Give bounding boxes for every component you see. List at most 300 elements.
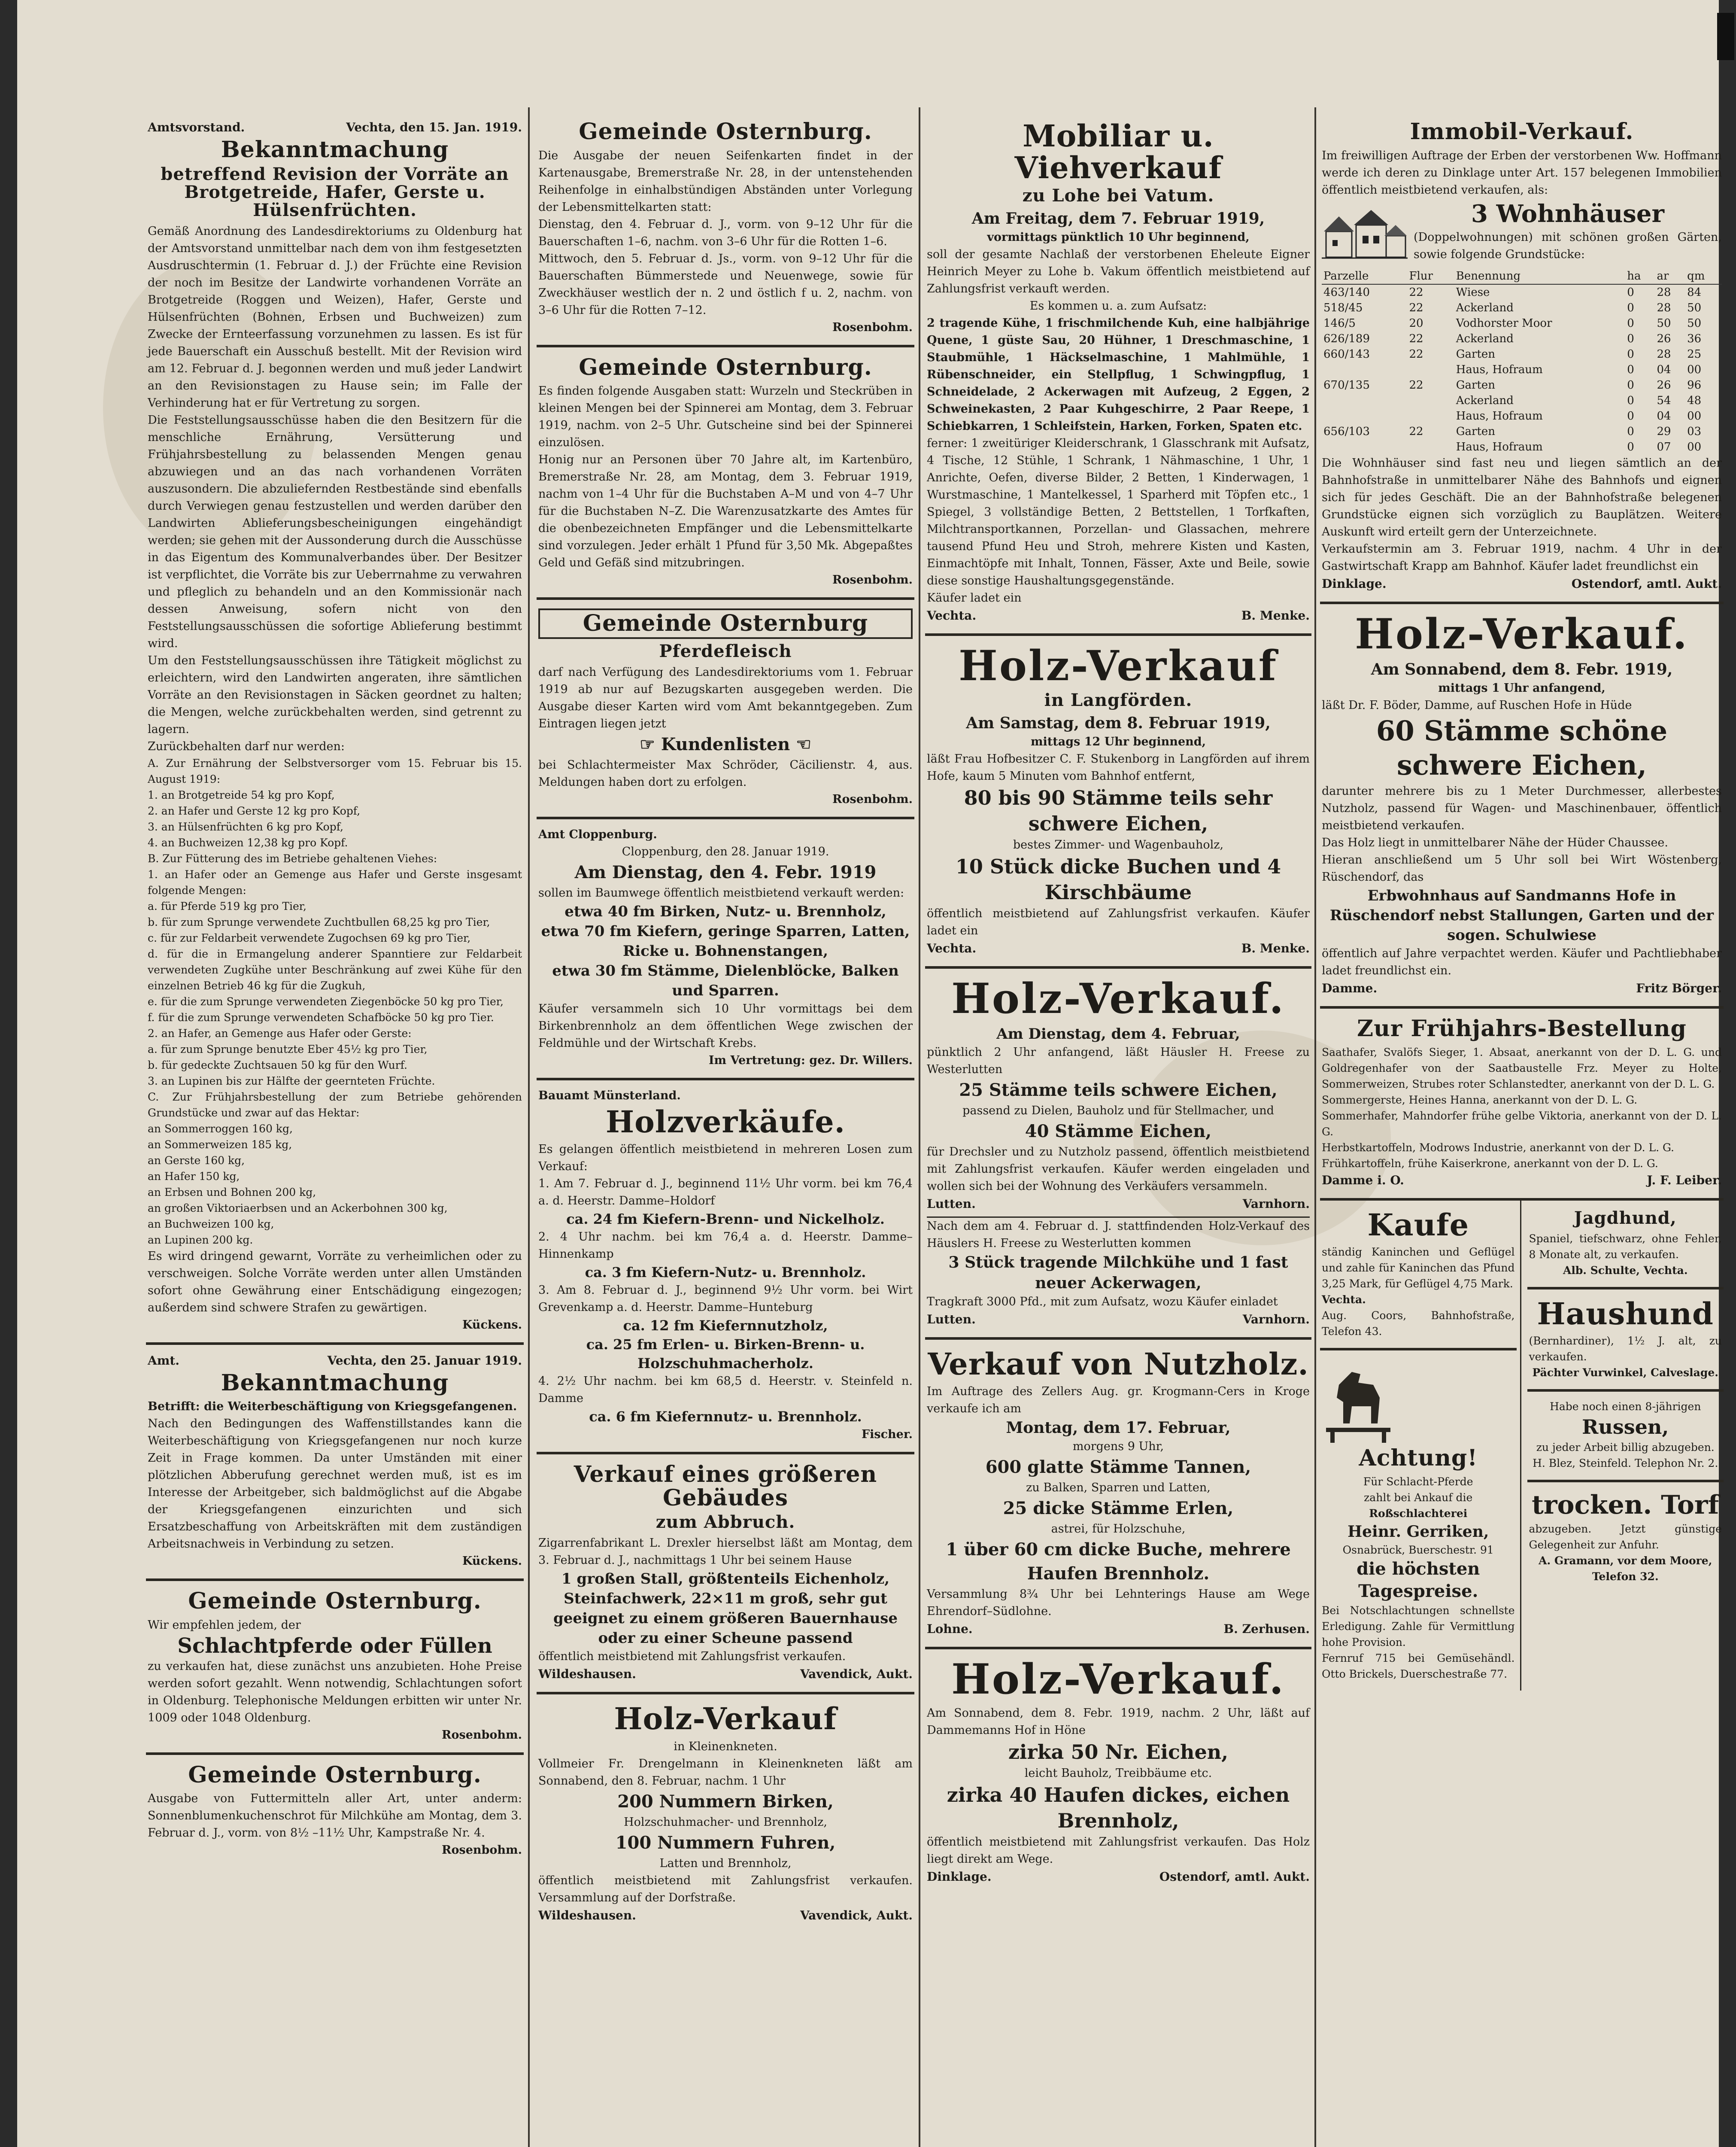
paragraph: öffentlich meistbietend mit Zahlungsfrist verkaufen. Versammlung auf der Dorfstraße. [538, 1873, 913, 1904]
list-item: 2. an Hafer, an Gemenge aus Hafer oder Gerste: [148, 1027, 412, 1040]
ad-title: Holzverkäufe. [605, 1104, 846, 1140]
table-cell: 146/5 [1323, 316, 1356, 330]
lot-item: etwa 40 fm Birken, Nutz- u. Brennholz, [565, 903, 886, 920]
table-cell: 03 [1687, 425, 1702, 438]
table-cell [1322, 362, 1408, 377]
table-row [1322, 377, 1722, 393]
list-item: A. Zur Ernährung der Selbstversorger vom 15. Februar bis 15. August 1919: [148, 757, 522, 785]
column-header: Parzelle [1322, 268, 1408, 284]
headline-text: 10 Stück dicke Buchen und 4 Kirschbäume [955, 855, 1281, 904]
table-cell: 0 [1627, 409, 1634, 423]
page-edge-marker [1717, 13, 1734, 60]
table-cell: Garten [1456, 378, 1496, 392]
date-line: Cloppenburg, den 28. Januar 1919. [622, 845, 829, 858]
table-row [1322, 284, 1722, 300]
ad-title: Gemeinde Osternburg [538, 608, 913, 639]
table-cell: 0 [1627, 332, 1634, 345]
table-row [1322, 439, 1722, 455]
ad-title: Jagdhund, [1574, 1207, 1677, 1228]
table-cell [1408, 408, 1454, 424]
signature-row [1322, 575, 1722, 593]
lot-item: ca. 25 fm Erlen- u. Birken-Brenn- u. Holzschuhmacherholz. [586, 1336, 865, 1372]
table-cell: 28 [1657, 301, 1671, 314]
signature: Kückens. [462, 1318, 522, 1332]
place: Vechta. [1322, 1293, 1366, 1306]
signature: Varnhorn. [1242, 1196, 1310, 1211]
headline-text: 40 Stämme Eichen, [1025, 1121, 1212, 1141]
signature: Kückens. [462, 1554, 522, 1568]
paragraph: Im Auftrage des Zellers Aug. gr. Krogmann-Cers in Kroge verkaufe ich am [927, 1385, 1310, 1416]
headline-text: 25 dicke Stämme Erlen, [1003, 1498, 1234, 1519]
table-cell: 25 [1687, 347, 1702, 361]
table-cell: 20 [1409, 316, 1423, 330]
table-cell: 670/135 [1323, 378, 1370, 392]
ad-jagdhund [1527, 1201, 1724, 1289]
table-cell: 660/143 [1323, 347, 1370, 361]
place: Lutten. [927, 1196, 976, 1211]
table-cell: 656/103 [1323, 425, 1370, 438]
table-cell: 50 [1687, 316, 1702, 330]
ad-gebaeude [537, 1454, 914, 1694]
paragraph: soll der gesamte Nachlaß der verstorbenen Eheleute Eigner Heinrich Meyer zu Lohe b. Vakum öffentlich meistbietend auf Zahlungsfrist verkauft werden. [927, 248, 1310, 295]
ad-fruehjahr [1320, 1009, 1724, 1201]
ad-schlachtpferde [146, 1581, 524, 1755]
column-rule [528, 107, 530, 2147]
small-ads-right [1527, 1201, 1724, 1691]
ad-title: Verkauf eines größeren Gebäudes [574, 1461, 877, 1511]
table-cell: 0 [1627, 316, 1634, 330]
ad-subtitle: zum Abbruch. [656, 1512, 795, 1533]
ad-holz-cloppenburg [537, 819, 914, 1080]
signature: Vavendick, Aukt. [800, 1667, 913, 1682]
signature-row [927, 607, 1310, 625]
ad-title: Gemeinde Osternburg. [579, 119, 872, 145]
ad-title: Verkauf von Nutzholz. [928, 1346, 1309, 1382]
signature: Rosenbohm. [442, 1843, 522, 1857]
date-line: Am Dienstag, dem 4. Februar, [996, 1025, 1240, 1043]
table-cell: 0 [1627, 347, 1634, 361]
table-cell: Ackerland [1456, 394, 1514, 407]
table-row [1322, 347, 1722, 362]
paragraph: Gemäß Anordnung des Landesdirektoriums zu Oldenburg hat der Amtsvorstand unmittelbar nach dem von ihm festgesetzten Ausdruschtermin (1. Februar d. J.) der Früchte eine Revision der noch im Besitze der Landwirte vorhandenen Vorräte an Brotgetreide (Roggen und Weizen), Hafer, Gerste und Hülsenfrüchten (Bohnen, Erbsen und Buchweizen) zum Zwecke der Ernteerfassung vorzunehmen zu lassen. Es ist für jede Bauerschaft ein Ausschuß bestellt. Mit der Revision wird am 12. Februar d. J. begonnen werden und muß jeder Landwirt an den Revisionstagen zu Hause sein; im Falle der Verhinderung hat er für Vertretung zu sorgen. [148, 224, 522, 410]
ad-holz-langfoerden [925, 636, 1311, 969]
paragraph: Am Sonnabend, dem 8. Febr. 1919, nachm. 2 Uhr, läßt auf Dammemanns Hof in Höne [927, 1706, 1310, 1737]
small-ads-row [1320, 1201, 1724, 1691]
authority: Bauamt Münsterland. [538, 1089, 681, 1102]
signature-row [927, 1311, 1310, 1329]
table-cell: Ackerland [1456, 332, 1514, 345]
signature-row [927, 940, 1310, 958]
signature: H. Blez, Steinfeld. Telephon Nr. 2. [1533, 1457, 1718, 1470]
notice-prisoners [146, 1345, 524, 1581]
signature: Im Vertretung: gez. Dr. Willers. [708, 1053, 913, 1067]
list-item: an Gerste 160 kg, [148, 1154, 245, 1167]
ad-nutzholz [925, 1340, 1311, 1650]
parcel-table-body [1322, 284, 1722, 455]
ad-subtitle: in Langförden. [1044, 690, 1193, 710]
table-row [1322, 393, 1722, 408]
table-cell: 0 [1627, 286, 1634, 299]
headline-label: Kundenlisten [661, 734, 790, 754]
paragraph: für Drechsler und zu Nutzholz passend, öffentlich meistbietend mit Zahlungsfrist verkaufen. Käufer werden eingeladen und wollen sich bei der Wohnung des Verkäufers versammeln. [927, 1145, 1310, 1193]
signature: Rosenbohm. [832, 792, 913, 806]
ad-immobil [1320, 112, 1724, 604]
small-ads-left [1320, 1201, 1521, 1691]
table-cell: 0 [1627, 363, 1634, 376]
table-cell: 96 [1687, 378, 1702, 392]
place: Wildeshausen. [538, 1908, 636, 1922]
paragraph: ständig Kaninchen und Geflügel und zahle für Kaninchen das Pfund 3,25 Mark, für Geflügel 4,75 Mark. [1322, 1246, 1515, 1290]
table-row [1322, 331, 1722, 347]
paragraph: Es wird dringend gewarnt, Vorräte zu verheimlichen oder zu verschweigen. Solche Vorräte werden unter allen Umständen sofort ohne Gewährung einer Entschädigung eingezogen; außerdem sind schwere Strafen zu gewärtigen. [148, 1249, 522, 1314]
column-rule [1314, 107, 1316, 2147]
paragraph: abzugeben. Jetzt günstige Gelegenheit zur Anfuhr. [1529, 1523, 1722, 1551]
ad-futtermittel [146, 1755, 524, 1868]
paragraph: läßt Dr. F. Böder, Damme, auf Ruschen Hofe in Hüde [1322, 699, 1632, 712]
table-cell: 50 [1657, 316, 1671, 330]
paragraph: Um den Feststellungsausschüssen ihre Tätigkeit möglichst zu erleichtern, wird den Landwirten angeraten, ihre sämtlichen Vorräte an den Revisionstagen in Säcken geordnet zu halten; die Mengen, welche zurückbehalten werden, sind getrennt zu lagern. [148, 654, 522, 736]
signature: Varnhorn. [1242, 1312, 1310, 1326]
signature: A. Gramann, vor dem Moore, Telefon 32. [1539, 1554, 1712, 1583]
ad-title: Holz-Verkauf. [951, 974, 1285, 1023]
headline-text [538, 733, 913, 757]
table-cell: Ackerland [1456, 301, 1514, 314]
list-item: an großen Viktoriaerbsen und an Ackerbohnen 300 kg, [148, 1201, 448, 1214]
notice-pferdefleisch [537, 600, 914, 819]
lot-item: Holzschuhmacher- und Brennholz, [624, 1815, 827, 1829]
notice-header [148, 119, 522, 137]
list-item: 4. an Buchweizen 12,38 kg pro Kopf. [148, 836, 348, 849]
list-item: Mittwoch, den 5. Februar d. Js., vorm. von 9–12 Uhr für die Bauerschaften Bümmerstede und Neuenwege, sowie für Zweckhäuser westlich der n. 2 und östlich f u. 2, nachm. von 3–6 Uhr für die Rotten 7–12. [538, 252, 913, 317]
time-line: mittags 12 Uhr beginnend, [1030, 735, 1206, 748]
place: Lutten. [927, 1312, 976, 1326]
table-cell: Vodhorster Moor [1456, 316, 1552, 330]
paragraph: Fernruf 715 bei Gemüsehändl. Otto Brickels, Duerschestraße 77. [1322, 1652, 1515, 1681]
paragraph: leicht Bauholz, Treibbäume etc. [1024, 1766, 1212, 1780]
lot-item: etwa 70 fm Kiefern, geringe Sparren, Latten, Ricke u. Bohnenstangen, [541, 922, 910, 960]
paragraph: Für Schlacht-Pferde [1363, 1475, 1473, 1488]
table-cell: 54 [1657, 394, 1671, 407]
headline-text: 80 bis 90 Stämme teils sehr schwere Eichen, [964, 786, 1273, 835]
place: Vechta. [927, 608, 977, 623]
list-item: Dienstag, den 4. Februar d. J., vorm. von 9–12 Uhr für die Bauerschaften 1–6, nachm. von 3–6 Uhr für die Rotten 1–6. [538, 217, 913, 248]
place: Damme i. O. [1322, 1173, 1404, 1187]
table-row [1322, 408, 1722, 424]
paragraph: Es kommen u. a. zum Aufsatz: [1029, 299, 1207, 313]
paragraph: Nach dem am 4. Februar d. J. stattfindenden Holz-Verkauf des Häuslers H. Freese zu Westerlutten kommen [927, 1216, 1310, 1252]
table-cell: 28 [1657, 347, 1671, 361]
ad-title: Holz-Verkauf. [951, 1655, 1285, 1704]
list-item: 1. an Brotgetreide 54 kg pro Kopf, [148, 788, 335, 801]
headline-text: zirka 40 Haufen dickes, eichen Brennholz, [947, 1783, 1290, 1832]
signature-row [1322, 979, 1722, 997]
table-row [1322, 316, 1722, 331]
ad-title: Haushund [1537, 1295, 1714, 1332]
paragraph: ferner: 1 zweitüriger Kleiderschrank, 1 Glasschrank mit Aufsatz, 4 Tische, 12 Stühle, 1 Schrank, 1 Nähmaschine, 1 Uhr, 1 Anrichte, Oefen, diverse Bilder, 2 Betten, 1 Kinderwagen, 1 Wurstmaschine, 1 Mantelkessel, 1 Sparherd mit Töpfen etc., 1 Spiegel, 3 vollständige Betten, 2 Bettstellen, 1 Torfkaften, Milchtransportkannen, Porzellan- und Glassachen, mehrere tausend Pfund Heu und Stroh, mehrere Kisten und Kasten, Einmachtöpfe mit Inhalt, Tonnen, Fässer, Axte und Beile, sowie diese sonstige Haushaltungsgegenstände. [927, 437, 1310, 587]
paragraph: Wir empfehlen jedem, der [148, 1618, 301, 1632]
paragraph: darf nach Verfügung des Landesdirektoriums vom 1. Februar 1919 ab nur auf Bezugskarten ausgegeben werden. Die Ausgabe dieser Karten wird vom Amt bekanntgegeben. Zum Eintragen liegen jetzt [538, 665, 913, 730]
ad-title: Achtung! [1359, 1445, 1478, 1472]
list-item: b. für gedeckte Zuchtsauen 50 kg für den Wurf. [148, 1058, 407, 1071]
signature-row [538, 1665, 913, 1683]
list-item: b. für zum Sprunge verwendete Zuchtbullen 68,25 kg pro Tier, [148, 915, 490, 928]
ad-holz-hoene [925, 1649, 1311, 1895]
headline-text: 25 Stämme teils schwere Eichen, [959, 1080, 1278, 1100]
paragraph: öffentlich meistbietend mit Zahlungsfrist verkaufen. [538, 1650, 846, 1663]
ad-title: Holz-Verkauf. [1355, 609, 1689, 658]
table-cell: 0 [1627, 301, 1634, 314]
date-line: Am Freitag, dem 7. Februar 1919, [971, 210, 1265, 228]
paragraph: Saathafer, Svalöfs Sieger, 1. Absaat, anerkannt von der D. L. G. und Goldregenhafer von der Saatbaustelle Frz. Meyer zu Holte, Sommerweizen, Strubes roter Schlanstedter, anerkannt von der D. L. G. [1322, 1046, 1722, 1090]
list-item: B. Zur Fütterung des im Betriebe gehaltenen Viehes: [148, 852, 437, 865]
table-row [1322, 424, 1722, 439]
place: Wildeshausen. [538, 1667, 636, 1682]
list-intro: Zurückbehalten darf nur werden: [148, 739, 345, 753]
lot-item: ca. 6 fm Kiefernnutz- u. Brennholz. [589, 1408, 862, 1425]
column-4 [1320, 112, 1724, 2147]
paragraph: zu jeder Arbeit billig abzugeben. [1536, 1441, 1715, 1454]
column-header: qm [1685, 268, 1722, 284]
list-item: an Erbsen und Bohnen 200 kg, [148, 1186, 316, 1198]
headline-text: die höchsten Tagespreise. [1357, 1559, 1480, 1602]
paragraph: Die Wohnhäuser sind fast neu und liegen sämtlich an der Bahnhofstraße in unmittelbarer Nähe des Bahnhofs und eignen sich für jedes Geschäft. Die an der Bahnhofstraße belegenen Grundstücke eignen sich vorzüglich zu Bauplätzen. Weitere Auskunft wird erteilt gern der Unterzeichnete. [1322, 456, 1722, 538]
signature: Fritz Börger. [1636, 981, 1722, 996]
table-cell [1322, 439, 1408, 455]
headline-text: 60 Stämme schöne schwere Eichen, [1376, 715, 1668, 782]
ad-holz-huede [1320, 604, 1724, 1009]
table-cell [1408, 439, 1454, 455]
table-cell: Wiese [1456, 286, 1490, 299]
place: Damme. [1322, 981, 1378, 996]
lot-item: 2. 4 Uhr nachm. bei km 76,4 a. d. Heerstr. Damme–Hinnenkamp [538, 1230, 913, 1261]
column-header: ha [1625, 268, 1655, 284]
headline-text: Schlachtpferde oder Füllen [177, 1633, 492, 1658]
table-header-row [1322, 268, 1722, 284]
headline-text: 600 glatte Stämme Tannen, [985, 1457, 1251, 1478]
lot-item: 4. 2½ Uhr nachm. bei km 68,5 d. Heerstr. v. Steinfeld n. Damme [538, 1375, 913, 1405]
headline-text: Heinr. Gerriken, [1348, 1523, 1489, 1541]
paragraph: bestes Zimmer- und Wagenbauholz, [1013, 838, 1224, 852]
signature: Rosenbohm. [832, 320, 913, 334]
ad-subtitle: Pferdefleisch [659, 641, 792, 661]
paragraph: öffentlich meistbietend auf Zahlungsfrist verkaufen. Käufer ladet ein [927, 906, 1310, 937]
table-cell: 0 [1627, 378, 1634, 392]
table-cell: Haus, Hofraum [1456, 363, 1543, 376]
table-cell: 22 [1409, 347, 1423, 361]
paragraph: sollen im Baumwege öffentlich meistbietend verkauft werden: [538, 886, 904, 900]
date-line: Vechta, den 15. Jan. 1919. [346, 120, 522, 134]
table-cell: Garten [1456, 425, 1496, 438]
paragraph: Herbstkartoffeln, Modrows Industrie, anerkannt von der D. L. G. [1322, 1141, 1674, 1154]
table-cell [1322, 393, 1408, 408]
signature: Aug. Coors, Bahnhofstraße, Telefon 43. [1322, 1309, 1515, 1338]
paragraph: Zigarrenfabrikant L. Drexler hierselbst läßt am Montag, dem 3. Februar d. J., nachmittags 1 Uhr bei seinem Hause [538, 1536, 913, 1567]
lot-item: 1. Am 7. Februar d. J., beginnend 11½ Uhr vorm. bei km 76,4 a. d. Heerstr. Damme–Holdorf [538, 1177, 913, 1208]
notice-subtitle: Betrifft: die Weiterbeschäftigung von Kriegsgefangenen. [148, 1400, 517, 1414]
table-cell: 48 [1687, 394, 1702, 407]
paragraph: Hieran anschließend um 5 Uhr soll bei Wirt Wöstenberg, Rüschendorf, das [1322, 853, 1722, 884]
paragraph: läßt Frau Hofbesitzer C. F. Stukenborg in Langförden auf ihrem Hofe, kaum 5 Minuten vom Bahnhof entfernt, [927, 752, 1310, 783]
paragraph: Frühkartoffeln, frühe Kaiserkrone, anerkannt von der D. L. G. [1322, 1157, 1658, 1170]
date-line: Montag, dem 17. Februar, [1006, 1419, 1231, 1437]
ad-holzverkaeufe [537, 1080, 914, 1455]
signature: B. Zerhusen. [1223, 1622, 1310, 1636]
date-line: Vechta, den 25. Januar 1919. [327, 1353, 522, 1368]
lot-item: ca. 24 fm Kiefern-Brenn- und Nickelholz. [566, 1211, 885, 1228]
list-item: d. für die in Ermangelung anderer Spanntiere zur Feldarbeit verwendeten Zugkühe unter Beschränkung auf zwei Kühe für den einzelnen Betrieb 46 kg für die Zugkuh, [148, 947, 522, 992]
table-row [1322, 362, 1722, 377]
signature: Alb. Schulte, Vechta. [1563, 1264, 1688, 1277]
column-header: ar [1655, 268, 1685, 284]
table-cell: 0 [1627, 425, 1634, 438]
table-cell: 0 [1627, 440, 1634, 453]
list-item: 3. an Hülsenfrüchten 6 kg pro Kopf, [148, 820, 343, 833]
column-rule [919, 107, 920, 2147]
table-cell: 626/189 [1323, 332, 1370, 345]
paragraph: öffentlich auf Jahre verpachtet werden. Käufer und Pachtliebhaber ladet freundlichst ein. [1322, 947, 1722, 978]
paragraph: Käufer ladet ein [927, 591, 1022, 605]
lot-item: 100 Nummern Fuhren, [615, 1832, 836, 1853]
paragraph: Vollmeier Fr. Drengelmann in Kleinenkneten läßt am Sonnabend, den 8. Februar, nachm. 1 Uhr [538, 1757, 913, 1788]
signature-row [1322, 1171, 1722, 1189]
paragraph: Versammlung 8¾ Uhr bei Lehnterings Hause am Wege Ehrendorf–Südlohne. [927, 1587, 1310, 1618]
paragraph: zahlt bei Ankauf die [1364, 1491, 1473, 1504]
signature: Fischer. [861, 1428, 913, 1441]
lot-item: 200 Nummern Birken, [617, 1791, 834, 1812]
lot-item: ca. 3 fm Kiefern-Nutz- u. Brennholz. [585, 1264, 866, 1281]
table-cell: 0 [1627, 394, 1634, 407]
place: Dinklage. [927, 1869, 992, 1884]
table-cell [1408, 393, 1454, 408]
headline-text: zirka 50 Nr. Eichen, [1008, 1740, 1229, 1764]
lot-item: Latten und Brennholz, [659, 1856, 792, 1870]
list-item: an Sommerweizen 185 kg, [148, 1138, 292, 1151]
paragraph: Ausgabe von Futtermitteln aller Art, unter anderm: Sonnenblumenkuchenschrot für Milchkühe am Montag, dem 3. Februar d. J., vorm. von 8½ –11½ Uhr, Kampstraße Nr. 4. [148, 1792, 522, 1840]
ad-torf [1527, 1482, 1724, 1593]
signature: Pächter Vurwinkel, Calveslage. [1532, 1366, 1718, 1379]
signature-row [927, 1868, 1310, 1886]
pointing-hand-icon: ☜ [790, 734, 812, 754]
table-cell: 22 [1409, 286, 1423, 299]
table-cell: 04 [1657, 363, 1671, 376]
signature: J. F. Leiber. [1647, 1173, 1722, 1187]
paragraph: Bei Notschlachtungen schnellste Erledigung. Zahle für Vermittlung hohe Provision. [1322, 1604, 1515, 1649]
paragraph: Sommerhafer, Mahndorfer frühe gelbe Viktoria, anerkannt von der D. L. G. [1322, 1109, 1722, 1138]
notice-seifenkarten [537, 112, 914, 347]
lot-item: 3. Am 8. Februar d. J., beginnend 9½ Uhr vorm. bei Wirt Grevenkamp a. d. Heerstr. Damme–Hunteburg [538, 1283, 913, 1314]
place: Vechta. [927, 941, 977, 955]
headline-text: Erbwohnhaus auf Sandmanns Hofe in Rüschendorf nebst Stallungen, Garten und der sogen. Schulwiese [1329, 887, 1714, 944]
table-cell: 07 [1657, 440, 1671, 453]
paragraph: Im freiwilligen Auftrage der Erben der verstorbenen Ww. Hoffmann werde ich deren zu Dinklage unter Art. 157 belegenen Immobilien öffentlich meistbietend verkaufen, als: [1322, 149, 1722, 197]
table-cell: 26 [1657, 332, 1671, 345]
paragraph: 2 tragende Kühe, 1 frischmilchende Kuh, eine halbjährige Quene, 1 güste Sau, 20 Hühner, 1 Dreschmaschine, 1 Staubmühle, 1 Häckselmaschine, 1 Mahlmühle, 1 Rübenschneider, ein Stellpflug, 1 Schwingpflug, 1 Schneidelade, 2 Ackerwagen mit Aufzeug, 2 Eggen, 2 Schweinekasten, 2 Paar Kuhgeschirre, 2 Paar Reepe, 1 Schiebkarren, 1 Schleifstein, Harken, Forken, Spaten etc. [927, 316, 1310, 433]
paragraph: Käufer versammeln sich 10 Uhr vormittags bei dem Birkenbrennholz an dem öffentlichen Wege zwischen der Feldmühle und der Wirtschaft Krebs. [538, 1002, 913, 1050]
list-item: an Sommerroggen 160 kg, [148, 1122, 293, 1135]
parcel-table [1322, 268, 1722, 455]
ad-title: Gemeinde Osternburg. [579, 354, 872, 380]
paragraph: darunter mehrere bis zu 1 Meter Durchmesser, allerbestes Nutzholz, passend für Wagen- und Maschinenbauer, öffentlich meistbietend verkaufen. [1322, 785, 1722, 833]
paragraph: astrei, für Holzschuhe, [1051, 1522, 1186, 1536]
ad-mobiliar [925, 112, 1311, 636]
paragraph: passend zu Dielen, Bauholz und für Stellmacher, und [962, 1104, 1274, 1117]
time-line: vormittags pünktlich 10 Uhr beginnend, [987, 231, 1250, 244]
table-cell: 04 [1657, 409, 1671, 423]
list-item: 1. an Hafer oder an Gemenge aus Hafer und Gerste insgesamt folgende Mengen: [148, 868, 522, 897]
list-item: f. für die zum Sprunge verwendeten Schafböcke 50 kg pro Tier. [148, 1011, 494, 1024]
newspaper-page [17, 0, 1722, 2147]
paragraph: Das Holz liegt in unmittelbarer Nähe der Hüder Chaussee. [1322, 836, 1668, 850]
column-header: Benennung [1454, 268, 1626, 284]
paragraph: pünktlich 2 Uhr anfangend, läßt Häusler H. Freese zu Westerlutten [927, 1045, 1310, 1076]
notice-title: Bekanntmachung [221, 1369, 449, 1396]
paragraph: Es gelangen öffentlich meistbietend in mehreren Losen zum Verkauf: [538, 1143, 913, 1174]
lot-item: etwa 30 fm Stämme, Dielenblöcke, Balken und Sparren. [552, 962, 899, 999]
list-item: a. für zum Sprunge benutzte Eber 45½ kg pro Tier, [148, 1043, 428, 1055]
table-cell: 22 [1409, 378, 1423, 392]
headline-text: trocken. Torf [1532, 1490, 1719, 1521]
signature-row [927, 1620, 1310, 1638]
paragraph: Sommergerste, Heines Hanna, anerkannt von der D. L. G. [1322, 1093, 1638, 1106]
column-header: Flur [1408, 268, 1454, 284]
paragraph: Habe noch einen 8-jährigen [1550, 1400, 1701, 1413]
ad-haushund [1527, 1289, 1724, 1392]
ad-russen [1527, 1392, 1724, 1482]
authority: Amt Cloppenburg. [538, 827, 657, 841]
ad-achtung [1320, 1350, 1517, 1691]
table-cell [1408, 362, 1454, 377]
notice-title: Bekanntmachung [221, 137, 449, 163]
notice-header [148, 1352, 522, 1370]
paragraph: Die Ausgabe der neuen Seifenkarten findet in der Kartenausgabe, Bremerstraße Nr. 28, in der untenstehenden Reihenfolge in einhalbstündigen Abständen unter Vorlegung der Lebensmittelkarten statt: [538, 149, 913, 214]
paragraph: Honig nur an Personen über 70 Jahre alt, im Kartenbüro, Bremerstraße Nr. 28, am Montag, dem 3. Februar 1919, nachm von 1–4 Uhr für die Buchstaben A–M und von 4–7 Uhr für die Buchstaben N–Z. Die Warenzusatzkarte des Amtes für die obenbezeichneten Empfänger und die Lebensmittelkarte sind vorzulegen. Jeder erhält 1 Pfund für 3,50 Mk. Abgepaßtes Geld und Gefäß sind mitzubringen. [538, 453, 913, 570]
table-cell: 50 [1687, 301, 1702, 314]
paragraph: Es finden folgende Ausgaben statt: Wurzeln und Steckrüben in kleinen Mengen bei der Spinnerei am Montag, dem 3. Februar 1919, nachm. von 2–5 Uhr. Gutscheine sind bei der Spinnerei einzulösen. [538, 384, 913, 450]
signature: Ostendorf, amtl. Aukt. [1159, 1869, 1310, 1884]
notice-revision [146, 112, 524, 1345]
date-line: Am Sonnabend, dem 8. Febr. 1919, [1371, 660, 1673, 679]
ad-title: Zur Frühjahrs-Bestellung [1357, 1016, 1687, 1042]
ad-title: Immobil-Verkauf. [1410, 119, 1634, 145]
paragraph: Roßschlachterei [1369, 1507, 1468, 1520]
signature: Ostendorf, amtl. Aukt. [1571, 576, 1722, 591]
list-item: e. für die zum Sprunge verwendeten Ziegenböcke 50 kg pro Tier, [148, 995, 504, 1008]
table-cell: 36 [1687, 332, 1702, 345]
ad-subtitle: zu Lohe bei Vatum. [1022, 186, 1214, 206]
place: Dinklage. [1322, 576, 1387, 591]
table-cell: Haus, Hofraum [1456, 440, 1543, 453]
notice-ausgaben [537, 347, 914, 600]
column-1 [146, 112, 524, 2147]
table-cell: 463/140 [1323, 286, 1370, 299]
headline-text: Am Dienstag, den 4. Febr. 1919 [574, 862, 877, 882]
list-item: a. für Pferde 519 kg pro Tier, [148, 900, 307, 912]
ad-holz-westerlutten [925, 969, 1311, 1340]
pointing-hand-icon: ☞ [639, 734, 661, 754]
ad-title: Kaufe [1367, 1207, 1469, 1243]
table-cell: 29 [1657, 425, 1671, 438]
authority: Amt. [148, 1353, 180, 1368]
paragraph: Osnabrück, Buerschestr. 91 [1342, 1544, 1494, 1557]
time-line: morgens 9 Uhr, [1072, 1440, 1164, 1454]
headline-text: 3 Wohnhäuser [1471, 199, 1664, 228]
table-cell: 84 [1687, 286, 1702, 299]
table-cell: 22 [1409, 301, 1423, 314]
list-item: 2. an Hafer und Gerste 12 kg pro Kopf, [148, 804, 361, 817]
headline-text: 1 über 60 cm dicke Buche, mehrere Haufen Brennholz. [946, 1539, 1291, 1584]
paragraph: Tragkraft 3000 Pfd., mit zum Aufsatz, wozu Käufer einladet [927, 1295, 1278, 1308]
headline-text: 3 Stück tragende Milchkühe und 1 fast neuer Ackerwagen, [948, 1253, 1288, 1292]
